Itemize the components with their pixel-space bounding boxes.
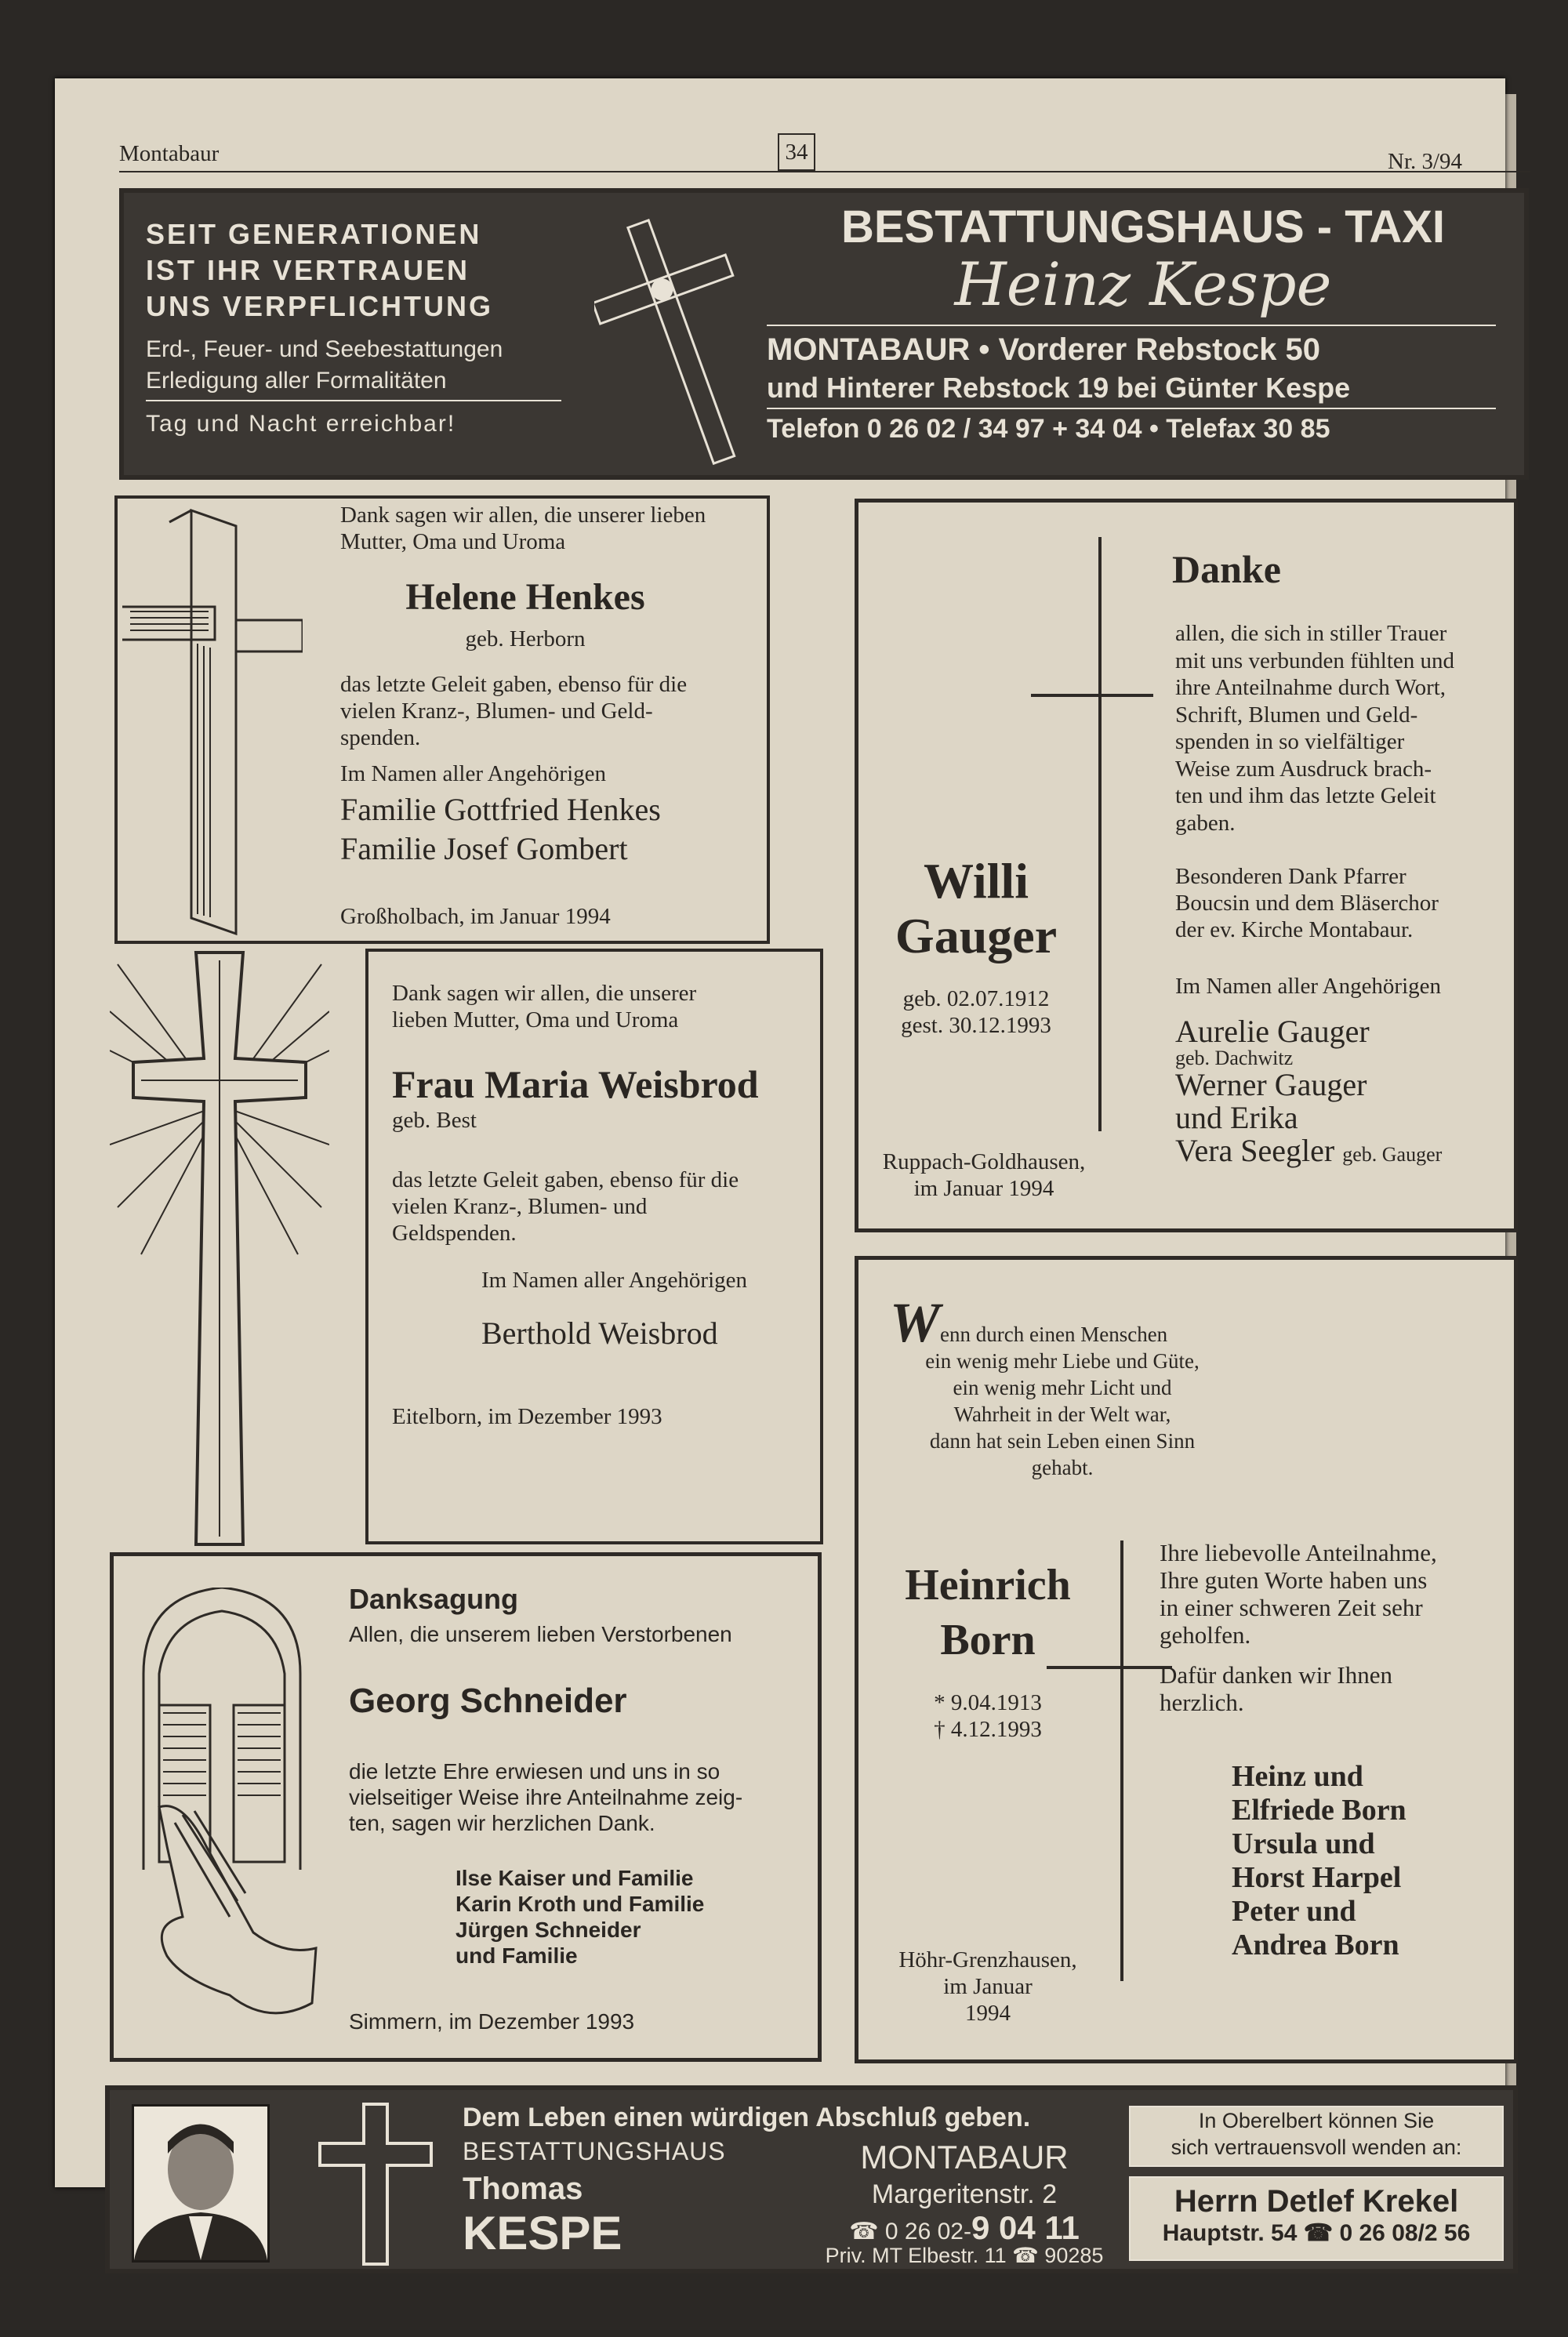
henkes-families: Familie Gottfried Henkes Familie Josef Gombert — [340, 792, 661, 866]
ad-rule-phone — [767, 408, 1496, 409]
top-ad — [119, 188, 1529, 480]
henkes-text: das letzte Geleit gaben, ebenso für die vielen Kranz-, Blumen- und Geld- spenden. — [340, 672, 688, 750]
bottom-slogan: Dem Leben einen würdigen Abschluß geben. — [463, 2103, 1031, 2132]
weisbrod-name: Frau Maria Weisbrod — [392, 1062, 759, 1106]
header-location: Montabaur — [119, 141, 220, 166]
weisbrod-intro: Dank sagen wir allen, die unserer lieben Mutter, Oma und Uroma — [392, 981, 697, 1032]
bottom-ad — [105, 2085, 1518, 2273]
born-text: Ihre liebevolle Anteilnahme, Ihre guten Worte haben uns in einer schweren Zeit sehr geholfen. — [1160, 1539, 1437, 1649]
born-signers: Heinz und Elfriede Born Ursula und Horst Harpel Peter und Andrea Born — [1232, 1760, 1406, 1961]
henkes-born: geb. Herborn — [465, 626, 586, 651]
ad-address1: MONTABAUR • Vorderer Rebstock 50 — [767, 332, 1320, 367]
ad-phone: Telefon 0 26 02 / 34 97 + 34 04 • Telefax 30 85 — [767, 414, 1330, 444]
gauger-special: Besonderen Dank Pfarrer Boucsin und dem Bläserchor der ev. Kirche Montabaur. — [1175, 864, 1439, 942]
weisbrod-text: das letzte Geleit gaben, ebenso für die vielen Kranz-, Blumen- und Geldspenden. — [392, 1167, 739, 1246]
newspaper-page — [55, 78, 1505, 2267]
henkes-on-behalf: Im Namen aller Angehörigen — [340, 761, 607, 786]
gauger-title: Danke — [1172, 547, 1281, 591]
born-name: Heinrich Born — [905, 1561, 1071, 1664]
schneider-name: Georg Schneider — [349, 1682, 627, 1720]
weisbrod-on-behalf: Im Namen aller Angehörigen — [481, 1268, 748, 1293]
schneider-text: die letzte Ehre erwiesen und uns in so vielseitiger Weise ihre Anteilnahme zeig- ten, sagen wir herzlichen Dank. — [349, 1759, 743, 1835]
notice-born — [855, 1256, 1518, 2063]
bottom-phone: ☎ 0 26 02-9 04 11 — [849, 2209, 1080, 2246]
notice-schneider — [110, 1552, 822, 2062]
notice-gauger — [855, 499, 1518, 1232]
page-number: 34 — [778, 133, 815, 171]
ad-availability: Tag und Nacht erreichbar! — [146, 411, 456, 437]
henkes-place: Großholbach, im Januar 1994 — [340, 904, 611, 929]
ad-slogan: SEIT GENERATIONEN IST IHR VERTRAUEN UNS VERPFLICHTUNG — [146, 218, 494, 322]
bottom-city: MONTABAUR — [860, 2139, 1069, 2176]
cross-icon — [317, 2103, 434, 2267]
praying-hands-icon — [136, 1588, 324, 2027]
weisbrod-place: Eitelborn, im Dezember 1993 — [392, 1404, 662, 1429]
born-poem: Wenn durch einen Menschen ein wenig mehr Liebe und Güte, ein wenig mehr Licht und Wahrheit in der Welt war, dann hat sein Leben einen Sinn gehabt. — [890, 1291, 1200, 1479]
cross-icon — [594, 201, 767, 475]
born-place: Höhr-Grenzhausen, im Januar 1994 — [898, 1947, 1077, 2026]
notice-henkes — [114, 495, 770, 944]
schneider-heading: Danksagung — [349, 1583, 519, 1615]
gauger-signers: Aurelie Gauger geb. Dachwitz Werner Gauger und Erika Vera Seegler geb. Gauger — [1175, 1014, 1443, 1168]
schneider-intro: Allen, die unserem lieben Verstorbenen — [349, 1622, 732, 1646]
schneider-signers: Ilse Kaiser und Familie Karin Kroth und Familie Jürgen Schneider und Familie — [456, 1866, 705, 1968]
born-thanks: Dafür danken wir Ihnen herzlich. — [1160, 1661, 1392, 1716]
ad-rule-left — [146, 400, 561, 401]
bottom-street: Margeritenstr. 2 — [871, 2179, 1058, 2209]
weisbrod-signer: Berthold Weisbrod — [481, 1315, 718, 1351]
bottom-company: BESTATTUNGSHAUS — [463, 2137, 726, 2165]
issue-number: Nr. 3/94 — [1388, 149, 1463, 174]
bottom-contact: Herrn Detlef Krekel Hauptstr. 54 ☎ 0 26 08/2 56 — [1129, 2176, 1504, 2261]
bottom-notice: In Oberelbert können Sie sich vertrauensvoll wenden an: — [1129, 2106, 1504, 2167]
cross-vertical — [1098, 537, 1102, 1131]
header-rule — [119, 171, 1530, 172]
born-dates: * 9.04.1913 † 4.12.1993 — [934, 1690, 1042, 1742]
ad-services: Erd-, Feuer- und Seebestattungen Erledigung aller Formalitäten — [146, 336, 503, 394]
cross-icon — [122, 506, 303, 938]
bottom-first-name: Thomas — [463, 2172, 583, 2206]
ad-owner: Heinz Kespe — [954, 249, 1332, 319]
gauger-on-behalf: Im Namen aller Angehörigen — [1175, 974, 1442, 999]
gauger-text: allen, die sich in stiller Trauer mit uns verbunden fühlten und ihre Anteilnahme durch Wort, Schrift, Blumen und Geld- spenden in so vielfältiger Weise zum Ausdruck brach- ten und ihm das letzte Geleit gaben. — [1175, 621, 1455, 836]
gauger-dates: geb. 02.07.1912 gest. 30.12.1993 — [901, 986, 1051, 1038]
weisbrod-born: geb. Best — [392, 1108, 477, 1133]
henkes-intro: Dank sagen wir allen, die unserer lieben Mutter, Oma und Uroma — [340, 503, 706, 554]
bottom-private: Priv. MT Elbestr. 11 ☎ 90285 — [825, 2244, 1104, 2267]
cross-horizontal — [1031, 694, 1153, 697]
schneider-place: Simmern, im Dezember 1993 — [349, 2009, 635, 2034]
henkes-name: Helene Henkes — [405, 576, 645, 618]
ad-rule-right — [767, 325, 1496, 326]
gauger-name: Willi Gauger — [895, 853, 1058, 963]
radiant-cross-icon — [110, 949, 329, 1552]
portrait-photo — [132, 2104, 270, 2263]
ad-title: BESTATTUNGSHAUS - TAXI — [840, 201, 1446, 252]
notice-weisbrod — [365, 949, 823, 1544]
gauger-place: Ruppach-Goldhausen, im Januar 1994 — [882, 1149, 1086, 1201]
portrait-icon — [134, 2107, 267, 2260]
ad-address2: und Hinterer Rebstock 19 bei Günter Kespe — [767, 372, 1351, 404]
bottom-last-name: KESPE — [463, 2207, 622, 2259]
cross-vertical — [1120, 1540, 1123, 1981]
